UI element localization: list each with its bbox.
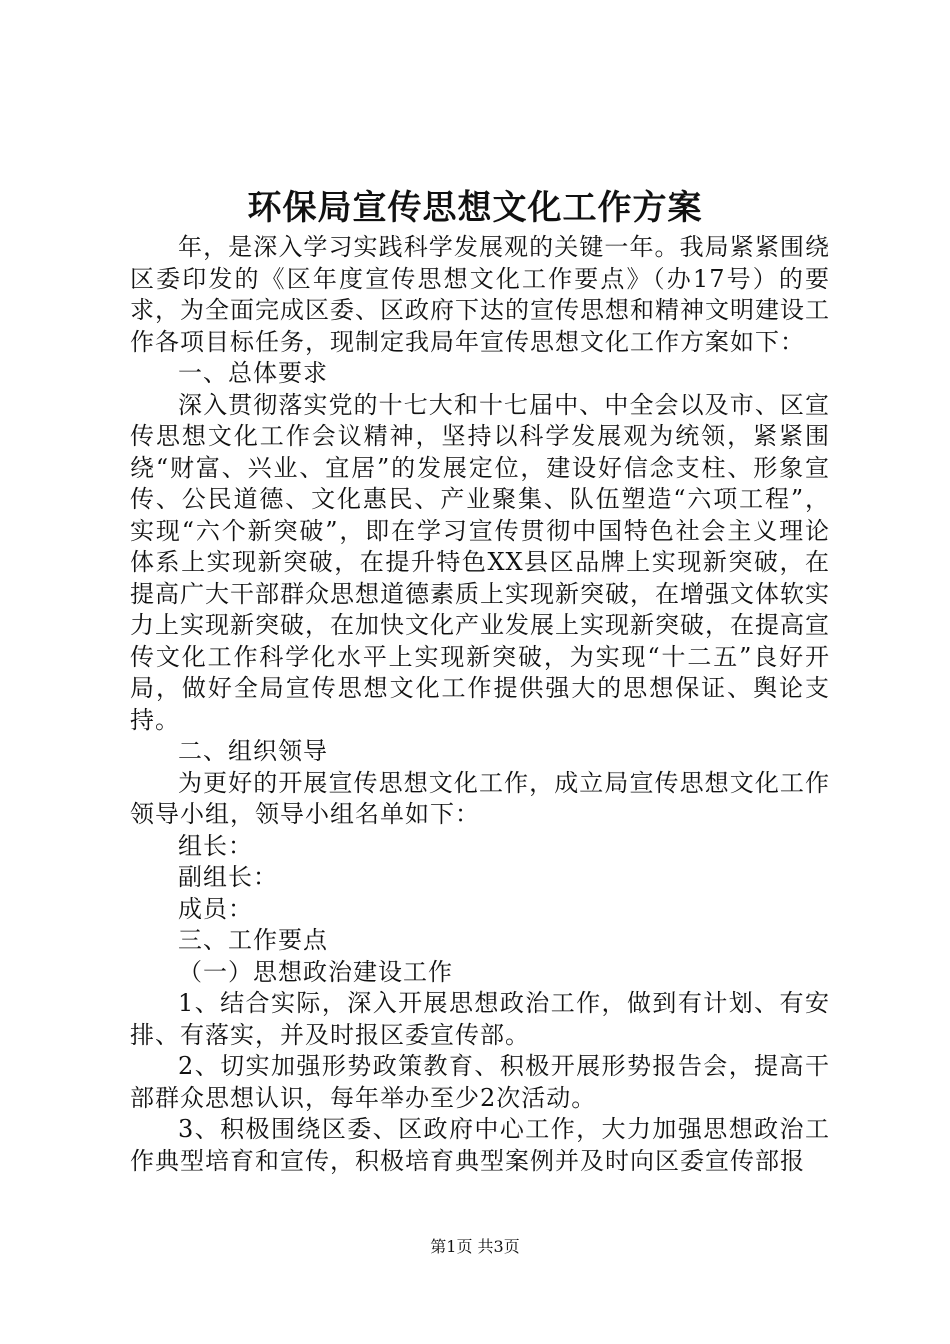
- paragraph-item-2: 2、切实加强形势政策教育、积极开展形势报告会，提高干部群众思想认识，每年举办至少2次活动。: [130, 1052, 830, 1112]
- document-title: 环保局宣传思想文化工作方案: [247, 188, 703, 228]
- paragraph-leadership-group: 为更好的开展宣传思想文化工作，成立局宣传思想文化工作领导小组，领导小组名单如下：: [130, 768, 830, 828]
- page-footer: 第1页 共3页: [430, 1237, 520, 1256]
- paragraph-intro: 年，是深入学习实践科学发展观的关键一年。我局紧紧围绕区委印发的《区年度宣传思想文化工作要点》（办17号）的要求，为全面完成区委、区政府下达的宣传思想和精神文明建设工作各项目标任务，现制定我局年宣传思想文化工作方案如下：: [130, 233, 830, 356]
- paragraph-general-requirements: 深入贯彻落实党的十七大和十七届中、中全会以及市、区宣传思想文化工作会议精神，坚持以科学发展观为统领，紧紧围绕“财富、兴业、宜居”的发展定位，建设好信念支柱、形象宣传、公民道德、文化惠民、产业聚集、队伍塑造“六项工程”，实现“六个新突破”，即在学习宣传贯彻中国特色社会主义理论体系上实现新突破，在提升特色XX县区品牌上实现新突破，在提高广大干部群众思想道德素质上实现新突破，在增强文体软实力上实现新突破，在加快文化产业发展上实现新突破，在提高宣传文化工作科学化水平上实现新突破，为实现“十二五”良好开局，做好全局宣传思想文化工作提供强大的思想保证、舆论支持。: [130, 390, 830, 734]
- paragraph-item-3: 3、积极围绕区委、区政府中心工作，大力加强思想政治工作典型培育和宣传，积极培育典型案例并及时向区委宣传部报: [130, 1115, 830, 1175]
- section-heading-2: 二、组织领导: [178, 737, 328, 765]
- list-item-group-leader: 组长：: [178, 831, 253, 860]
- paragraph-item-1: 1、结合实际，深入开展思想政治工作，做到有计划、有安排、有落实，并及时报区委宣传部。: [130, 989, 830, 1049]
- subsection-heading-1: （一）思想政治建设工作: [178, 957, 453, 986]
- section-heading-1: 一、总体要求: [178, 359, 328, 387]
- list-item-members: 成员：: [178, 894, 253, 923]
- document-body: [130, 232, 830, 1177]
- section-heading-3: 三、工作要点: [178, 926, 328, 954]
- list-item-deputy-leader: 副组长：: [178, 863, 278, 891]
